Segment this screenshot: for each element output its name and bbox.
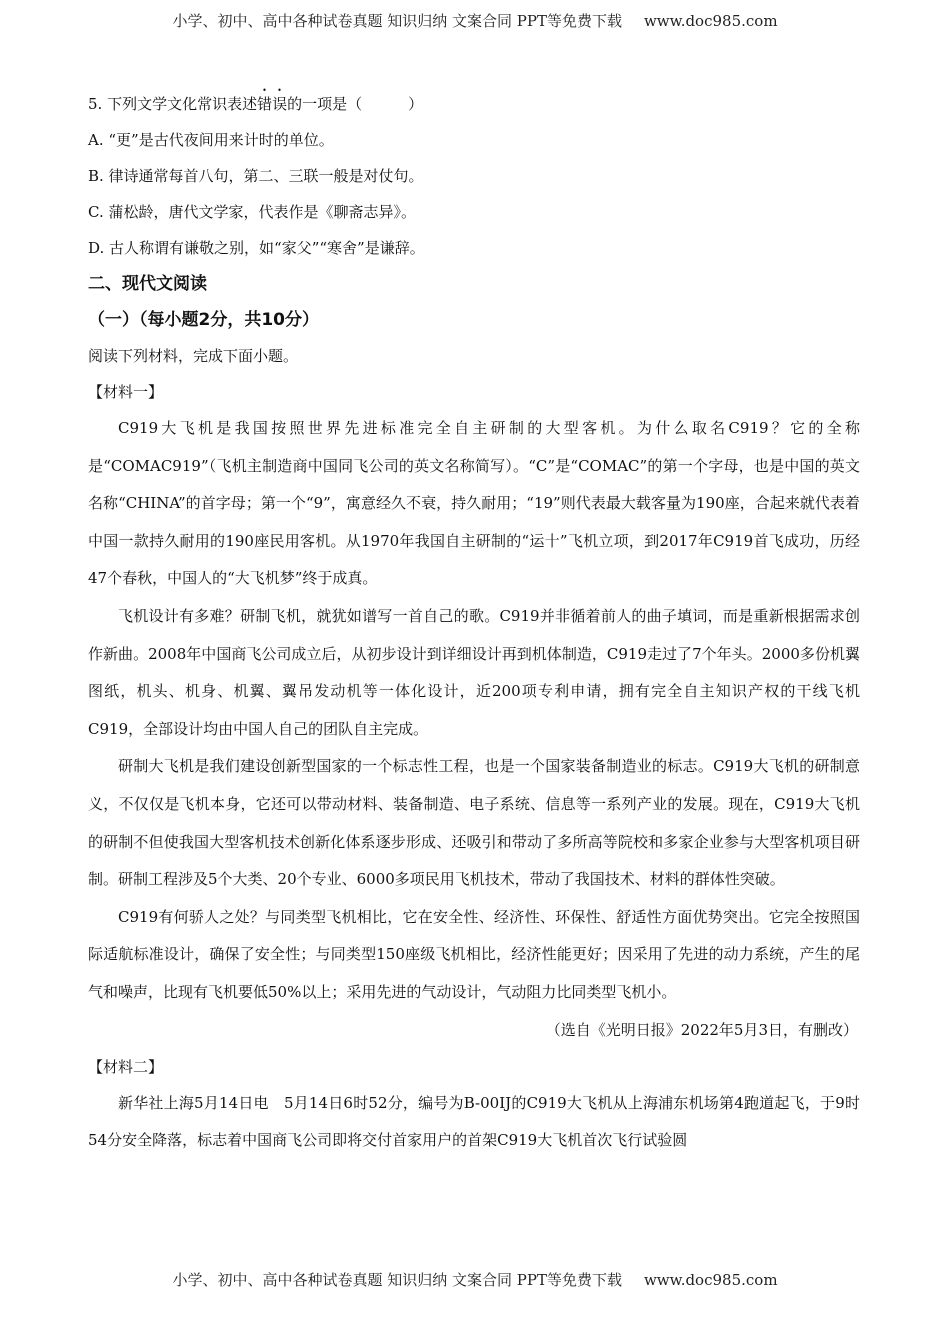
section-title: 二、现代文阅读 <box>88 274 207 294</box>
header-text: 小学、初中、高中各种试卷真题 知识归纳 文案合同 PPT等免费下载 <box>172 12 622 30</box>
header-site-link[interactable]: www.doc985.com <box>643 12 778 30</box>
material-2-label: 【材料二】 <box>88 1057 164 1076</box>
material-1-source: （选自《光明日报》2022年5月3日，有删改） <box>545 1020 858 1039</box>
footer-site-link[interactable]: www.doc985.com <box>643 1271 778 1289</box>
question-5-stem: 5. 下列文学文化常识表述错误的一项是（ ） <box>88 95 424 113</box>
option-b: B. 律诗通常每首八句，第二、三联一般是对仗句。 <box>88 167 424 185</box>
material-1-label: 【材料一】 <box>88 383 164 401</box>
option-a: A. “更”是古代夜间用来计时的单位。 <box>88 131 334 149</box>
option-d: D. 古人称谓有谦敬之别，如“家父”“寒舍”是谦辞。 <box>88 239 425 257</box>
material-1-paragraph: 研制大飞机是我们建设创新型国家的一个标志性工程，也是一个国家装备制造业的标志。C919大飞机的研制意义，不仅仅是飞机本身，它还可以带动材料、装备制造、电子系统、信息等一系列产业的发展。现在，C919大飞机的研制不但使我国大型客机技术创新化体系逐步形成、还吸引和带动了多所高等院校和多家企业参与大型客机项目研制。研制工程涉及5个大类、20个专业、6000多项民用飞机技术，带动了我国技术、材料的群体性突破。 <box>88 757 860 889</box>
emphasized-word: 错误 <box>257 95 288 113</box>
material-2-paragraph: 新华社上海5月14日电 5月14日6时52分，编号为B-00IJ的C919大飞机从上海浦东机场第4跑道起飞，于9时54分安全降落，标志着中国商飞公司即将交付首家用户的首架C919大飞机首次飞行试验圆 <box>88 1093 860 1150</box>
material-1-paragraph: C919大飞机是我国按照世界先进标准完全自主研制的大型客机。为什么取名C919？它的全称是“COMAC919”（飞机主制造商中国同飞公司的英文名称简写）。“C”是“COMAC”的第一个字母，也是中国的英文名称“CHINA”的首字母；第一个“9”，寓意经久不衰，持久耐用；“19”则代表最大载客量为190座，合起来就代表着中国一款持久耐用的190座民用客机。从1970年我国自主研制的“运十”飞机立项，到2017年C919首飞成功，历经47个春秋，中国人的“大飞机梦”终于成真。 <box>88 419 860 588</box>
document-body <box>88 86 860 1160</box>
material-1-paragraph: 飞机设计有多难？研制飞机，就犹如谱写一首自己的歌。C919并非循着前人的曲子填词，而是重新根据需求创作新曲。2008年中国商飞公司成立后，从初步设计到详细设计再到机体制造，C919走过了7个年头。2000多份机翼图纸，机头、机身、机翼、翼吊发动机等一体化设计，近200项专利申请，拥有完全自主知识产权的干线飞机C919，全部设计均由中国人自己的团队自主完成。 <box>88 606 860 738</box>
material-1-paragraph: C919有何骄人之处？与同类型飞机相比，它在安全性、经济性、环保性、舒适性方面优势突出。它完全按照国际适航标准设计，确保了安全性；与同类型150座级飞机相比，经济性能更好；因采用了先进的动力系统，产生的尾气和噪声，比现有飞机要低50%以上；采用先进的气动设计，气动阻力比同类型飞机小。 <box>88 907 860 1001</box>
page-footer <box>0 1269 950 1290</box>
option-c: C. 蒲松龄，唐代文学家，代表作是《聊斋志异》。 <box>88 203 416 221</box>
page-header <box>0 10 950 31</box>
reading-instruction: 阅读下列材料，完成下面小题。 <box>88 347 299 365</box>
footer-text: 小学、初中、高中各种试卷真题 知识归纳 文案合同 PPT等免费下载 <box>172 1271 622 1289</box>
section-subtitle: （一）（每小题2分，共10分） <box>88 310 319 330</box>
